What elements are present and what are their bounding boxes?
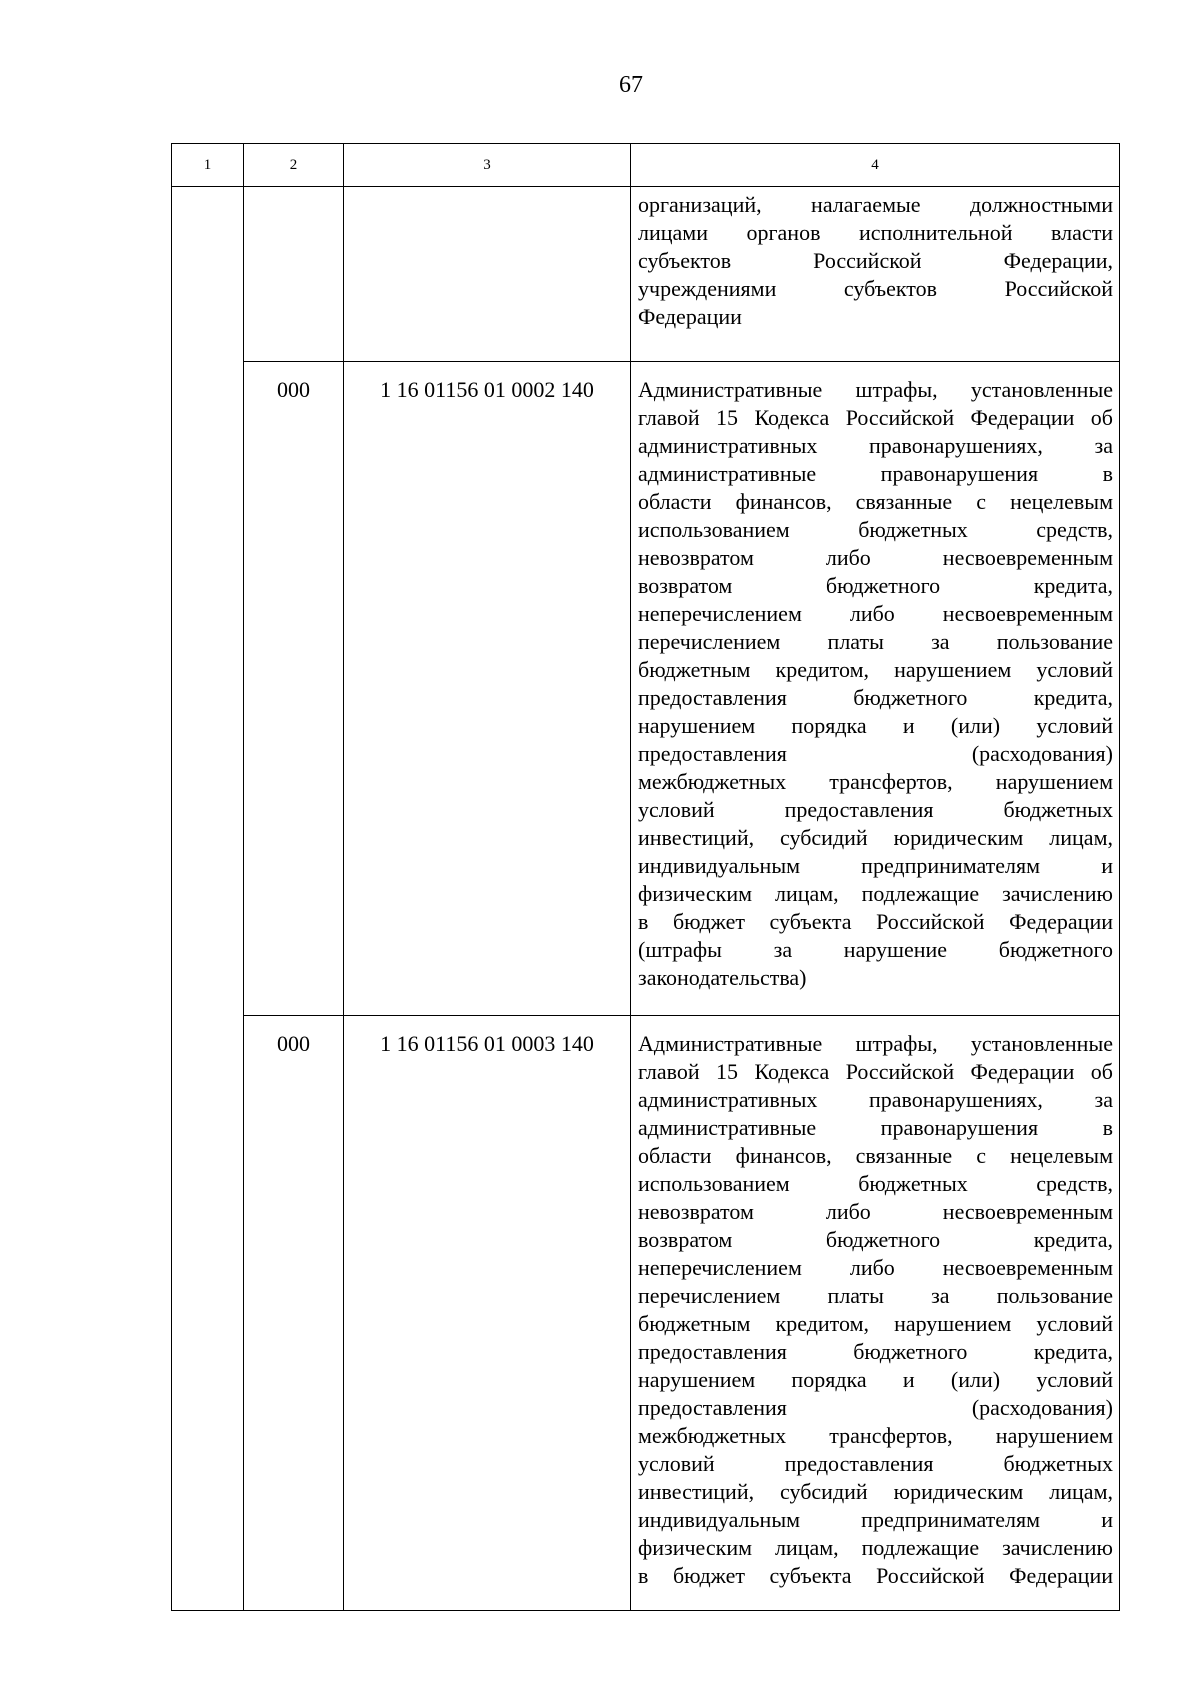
kbk-code-cell: 1 16 01156 01 0002 140 xyxy=(344,362,631,1016)
description-line: учреждениями субъектов Российской xyxy=(638,276,1113,301)
description-line: лицами органов исполнительной власти xyxy=(638,220,1113,245)
column-header-4: 4 xyxy=(631,144,1120,187)
table-row xyxy=(172,1016,1120,1611)
description-line: главой 15 Кодекса Российской Федерации об xyxy=(638,1059,1113,1084)
description-line: перечислением платы за пользование xyxy=(638,1283,1113,1308)
admin-code-cell: 000 xyxy=(244,362,344,1016)
kbk-code-cell: 1 16 01156 01 0003 140 xyxy=(344,1016,631,1611)
description-line: инвестиций, субсидий юридическим лицам, xyxy=(638,1479,1113,1504)
description-line: индивидуальным предпринимателям и xyxy=(638,853,1113,878)
description-line: предоставления (расходования) xyxy=(638,741,1113,766)
description-line: нарушением порядка и (или) условий xyxy=(638,1367,1113,1392)
admin-code-cell: 000 xyxy=(244,1016,344,1611)
description-line: использованием бюджетных средств, xyxy=(638,1171,1113,1196)
description-line: межбюджетных трансфертов, нарушением xyxy=(638,769,1113,794)
description-line: административные правонарушения в xyxy=(638,1115,1113,1140)
description-line: неперечислением либо несвоевременным xyxy=(638,601,1113,626)
budget-classification-table xyxy=(171,143,1120,1611)
description-line: (штрафы за нарушение бюджетного xyxy=(638,937,1113,962)
description-line: условий предоставления бюджетных xyxy=(638,1451,1113,1476)
table-row xyxy=(172,187,1120,362)
kbk-code-cell xyxy=(344,187,631,362)
description-line: использованием бюджетных средств, xyxy=(638,517,1113,542)
description-line: законодательства) xyxy=(638,965,807,990)
description-line: в бюджет субъекта Российской Федерации xyxy=(638,909,1113,934)
description-line: условий предоставления бюджетных xyxy=(638,797,1113,822)
description-line: Административные штрафы, установленные xyxy=(638,377,1113,402)
description-line: Федерации xyxy=(638,304,742,329)
description-line: неперечислением либо несвоевременным xyxy=(638,1255,1113,1280)
table-header-row xyxy=(172,144,1120,187)
description-line: нарушением порядка и (или) условий xyxy=(638,713,1113,738)
description-line: административных правонарушениях, за xyxy=(638,433,1113,458)
description-line: организаций, налагаемые должностными xyxy=(638,192,1113,217)
description-line: предоставления бюджетного кредита, xyxy=(638,1339,1113,1364)
description-line: физическим лицам, подлежащие зачислению xyxy=(638,1535,1113,1560)
page-number: 67 xyxy=(619,72,643,98)
description-line: субъектов Российской Федерации, xyxy=(638,248,1113,273)
description-line: инвестиций, субсидий юридическим лицам, xyxy=(638,825,1113,850)
description-line: межбюджетных трансфертов, нарушением xyxy=(638,1423,1113,1448)
table-row xyxy=(172,362,1120,1016)
description-line: физическим лицам, подлежащие зачислению xyxy=(638,881,1113,906)
description-line: предоставления (расходования) xyxy=(638,1395,1113,1420)
description-line: бюджетным кредитом, нарушением условий xyxy=(638,1311,1113,1336)
description-line: предоставления бюджетного кредита, xyxy=(638,685,1113,710)
description-line: бюджетным кредитом, нарушением условий xyxy=(638,657,1113,682)
description-line: административных правонарушениях, за xyxy=(638,1087,1113,1112)
column-header-1: 1 xyxy=(172,144,244,187)
description-line: области финансов, связанные с нецелевым xyxy=(638,1143,1113,1168)
column-header-3: 3 xyxy=(344,144,631,187)
description-line: области финансов, связанные с нецелевым xyxy=(638,489,1113,514)
admin-code-cell xyxy=(244,187,344,362)
description-cell xyxy=(631,362,1120,1016)
description-line: в бюджет субъекта Российской Федерации xyxy=(638,1563,1113,1588)
description-cell xyxy=(631,187,1120,362)
description-cell xyxy=(631,1016,1120,1611)
description-line: административные правонарушения в xyxy=(638,461,1113,486)
description-line: возвратом бюджетного кредита, xyxy=(638,1227,1113,1252)
column-1-cell xyxy=(172,187,244,1611)
description-line: невозвратом либо несвоевременным xyxy=(638,545,1113,570)
description-line: индивидуальным предпринимателям и xyxy=(638,1507,1113,1532)
description-line: невозвратом либо несвоевременным xyxy=(638,1199,1113,1224)
description-line: возвратом бюджетного кредита, xyxy=(638,573,1113,598)
description-line: главой 15 Кодекса Российской Федерации об xyxy=(638,405,1113,430)
description-line: Административные штрафы, установленные xyxy=(638,1031,1113,1056)
column-header-2: 2 xyxy=(244,144,344,187)
description-line: перечислением платы за пользование xyxy=(638,629,1113,654)
